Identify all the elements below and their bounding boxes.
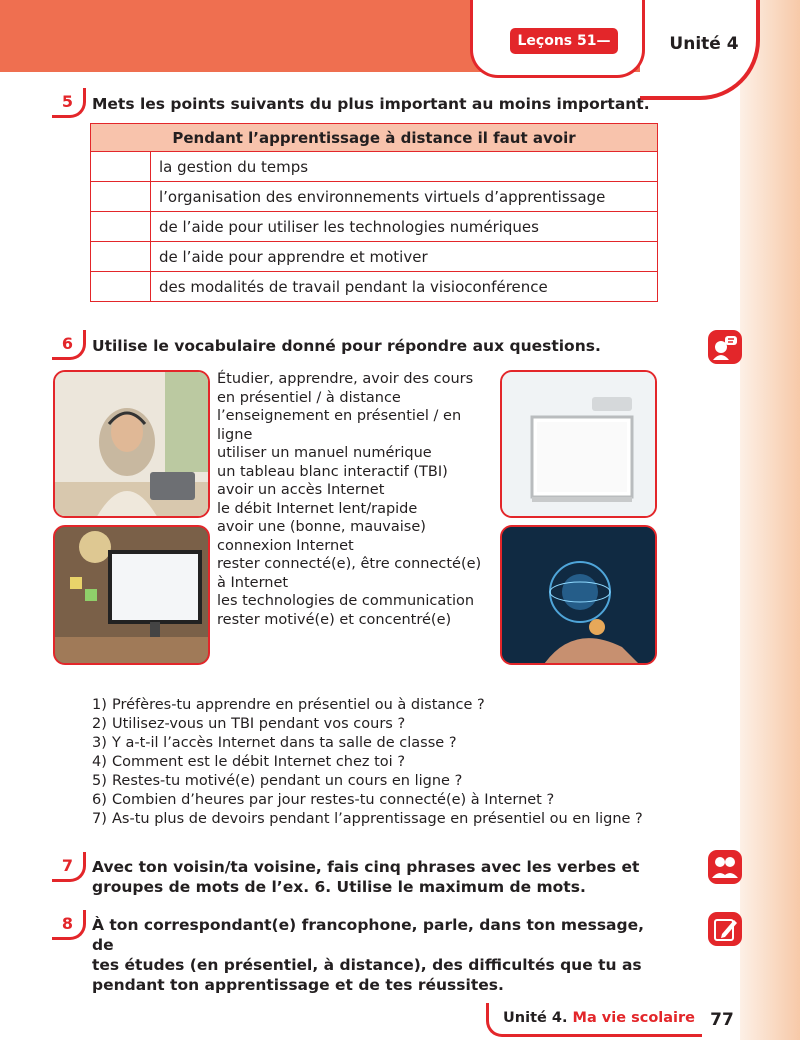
- vocab-item: avoir une (bonne, mauvaise): [217, 519, 426, 535]
- table-row: [91, 152, 658, 182]
- question-item: 6) Combien d’heures par jour restes-tu connecté(e) à Internet ?: [92, 792, 555, 808]
- vocab-item: l’enseignement en présentiel / en: [217, 408, 462, 424]
- exercise-number-7: 7: [52, 852, 86, 882]
- rank-input-cell[interactable]: [91, 152, 151, 182]
- pair-work-icon: [708, 850, 742, 884]
- table-row: [91, 212, 658, 242]
- lessons-badge: Leçons 51—52: [510, 28, 618, 54]
- exercise-7-instruction: Avec ton voisin/ta voisine, fais cinq phrases avec les verbes et groupes de mots de l’ex. 6. Utilise le maximum de mots.: [92, 858, 640, 896]
- table-row: [91, 272, 658, 302]
- vocab-item: à Internet: [217, 574, 289, 591]
- table-row: [91, 182, 658, 212]
- footer-unit-label: Unité 4. Ma vie scolaire: [486, 1003, 702, 1037]
- page-number: 77: [710, 1010, 734, 1030]
- exercise-5-instruction: Mets les points suivants du plus important au moins important.: [92, 95, 650, 113]
- unit-badge: Unité 4: [669, 34, 739, 54]
- table-cell: la gestion du temps: [151, 152, 658, 182]
- vocab-item: les technologies de communication: [217, 593, 475, 609]
- exercise-6-instruction: Utilise le vocabulaire donné pour répondre aux questions.: [92, 337, 601, 355]
- exercise-number-5: 5: [52, 88, 86, 118]
- question-item: 2) Utilisez-vous un TBI pendant vos cours ?: [92, 716, 406, 732]
- question-item: 3) Y a-t-il l’accès Internet dans ta salle de classe ?: [92, 735, 457, 751]
- vocab-item: en présentiel / à distance: [217, 389, 401, 406]
- photo-interactive-whiteboard: [500, 370, 657, 518]
- vocab-item: avoir un accès Internet: [217, 482, 385, 498]
- rank-input-cell[interactable]: [91, 212, 151, 242]
- question-item: 5) Restes-tu motivé(e) pendant un cours en ligne ?: [92, 773, 463, 789]
- rank-input-cell[interactable]: [91, 242, 151, 272]
- vocab-item: rester motivé(e) et concentré(e): [217, 611, 452, 628]
- rank-input-cell[interactable]: [91, 272, 151, 302]
- question-item: 7) As-tu plus de devoirs pendant l’apprentissage en présentiel ou en ligne ?: [92, 811, 643, 827]
- vocab-item: rester connecté(e), être connecté(e): [217, 556, 482, 572]
- vocab-item: le débit Internet lent/rapide: [217, 500, 418, 517]
- question-item: 1) Préfères-tu apprendre en présentiel ou à distance ?: [92, 697, 485, 713]
- photo-desk-monitor: [53, 525, 210, 665]
- table-cell: des modalités de travail pendant la visioconférence: [151, 272, 658, 302]
- vocab-item: connexion Internet: [217, 537, 354, 554]
- table-row: [91, 242, 658, 272]
- vocab-item: un tableau blanc interactif (TBI): [217, 463, 448, 480]
- exercise-number-6: 6: [52, 330, 86, 360]
- photo-student-headset: [53, 370, 210, 518]
- table-cell: de l’aide pour apprendre et motiver: [151, 242, 658, 272]
- pencil-write-icon: [708, 912, 742, 946]
- side-gradient-band: [740, 0, 800, 1040]
- exercise-8-instruction: À ton correspondant(e) francophone, parle, dans ton message, de tes études (en présentiel, à distance), des difficultés que tu as pendant ton apprentissage et de tes réussites.: [92, 916, 645, 994]
- question-item: 4) Comment est le débit Internet chez toi ?: [92, 754, 406, 770]
- vocabulary-list: [217, 370, 495, 629]
- table-header: Pendant l’apprentissage à distance il faut avoir: [91, 124, 658, 152]
- rank-input-cell[interactable]: [91, 182, 151, 212]
- vocab-item: ligne: [217, 426, 253, 443]
- questions-list: [92, 696, 692, 829]
- table-cell: de l’aide pour utiliser les technologies numériques: [151, 212, 658, 242]
- vocab-item: utiliser un manuel numérique: [217, 445, 432, 461]
- exercise-number-8: 8: [52, 910, 86, 940]
- table-cell: l’organisation des environnements virtuels d’apprentissage: [151, 182, 658, 212]
- vocab-item: Étudier, apprendre, avoir des cours: [217, 371, 474, 387]
- footer-unit-title: Ma vie scolaire: [572, 1010, 696, 1026]
- photo-digital-network: [500, 525, 657, 665]
- priority-table: [90, 123, 658, 302]
- speech-person-icon: [708, 330, 742, 364]
